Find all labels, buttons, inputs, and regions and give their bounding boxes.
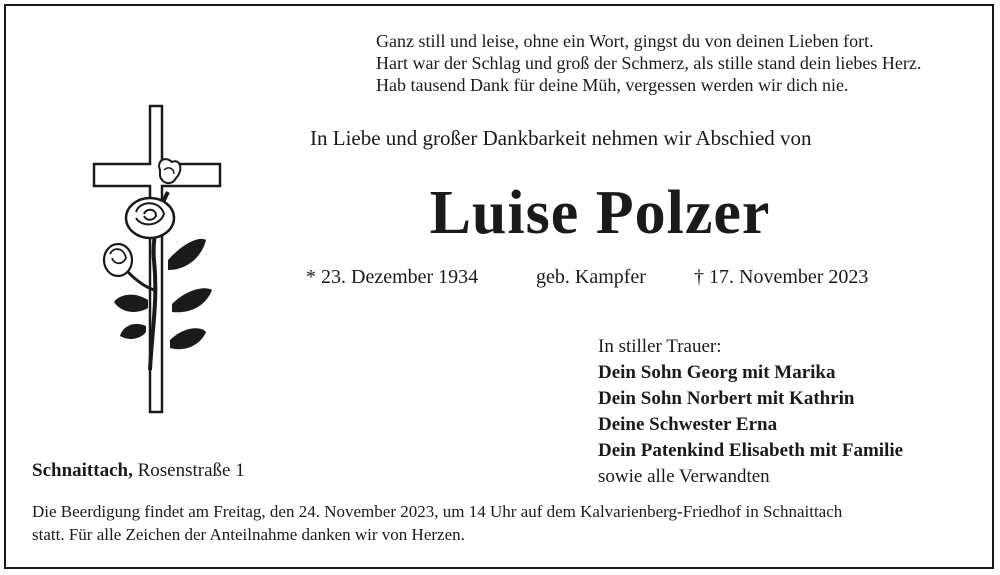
mourners-block bbox=[598, 334, 903, 490]
address-street: Rosenstraße 1 bbox=[137, 460, 245, 481]
verse-line: Ganz still und leise, ohne ein Wort, gingst du von deinen Lieben fort. bbox=[376, 31, 874, 51]
intro-text: In Liebe und großer Dankbarkeit nehmen wir Abschied von bbox=[310, 126, 812, 150]
mourner-name: Deine Schwester Erna bbox=[598, 414, 778, 435]
mourners-others: sowie alle Verwandten bbox=[598, 466, 770, 487]
verse-line: Hart war der Schlag und groß der Schmerz, als stille stand dein liebes Herz. bbox=[376, 53, 922, 73]
death-date: † 17. November 2023 bbox=[694, 266, 869, 288]
address bbox=[32, 460, 245, 482]
funeral-line: statt. Für alle Zeichen der Anteilnahme danken wir von Herzen. bbox=[32, 525, 465, 544]
funeral-notice bbox=[32, 500, 982, 546]
address-city: Schnaittach, bbox=[32, 460, 133, 481]
birth-date: * 23. Dezember 1934 bbox=[306, 266, 479, 288]
mourner-name: Dein Sohn Georg mit Marika bbox=[598, 362, 836, 383]
mourner-name: Dein Patenkind Elisabeth mit Familie bbox=[598, 440, 904, 461]
verse-line: Hab tausend Dank für deine Müh, vergessen werden wir dich nie. bbox=[376, 75, 849, 95]
mourner-name: Dein Sohn Norbert mit Kathrin bbox=[598, 388, 855, 409]
maiden-name: geb. Kampfer bbox=[536, 266, 646, 288]
funeral-line: Die Beerdigung findet am Freitag, den 24. November 2023, um 14 Uhr auf dem Kalvarienberg-Friedhof in Schnaittach bbox=[32, 502, 843, 521]
mourners-heading: In stiller Trauer: bbox=[598, 336, 722, 357]
verse-block bbox=[376, 30, 921, 96]
deceased-name: Luise Polzer bbox=[429, 179, 771, 247]
cross-with-roses-icon bbox=[88, 100, 228, 425]
